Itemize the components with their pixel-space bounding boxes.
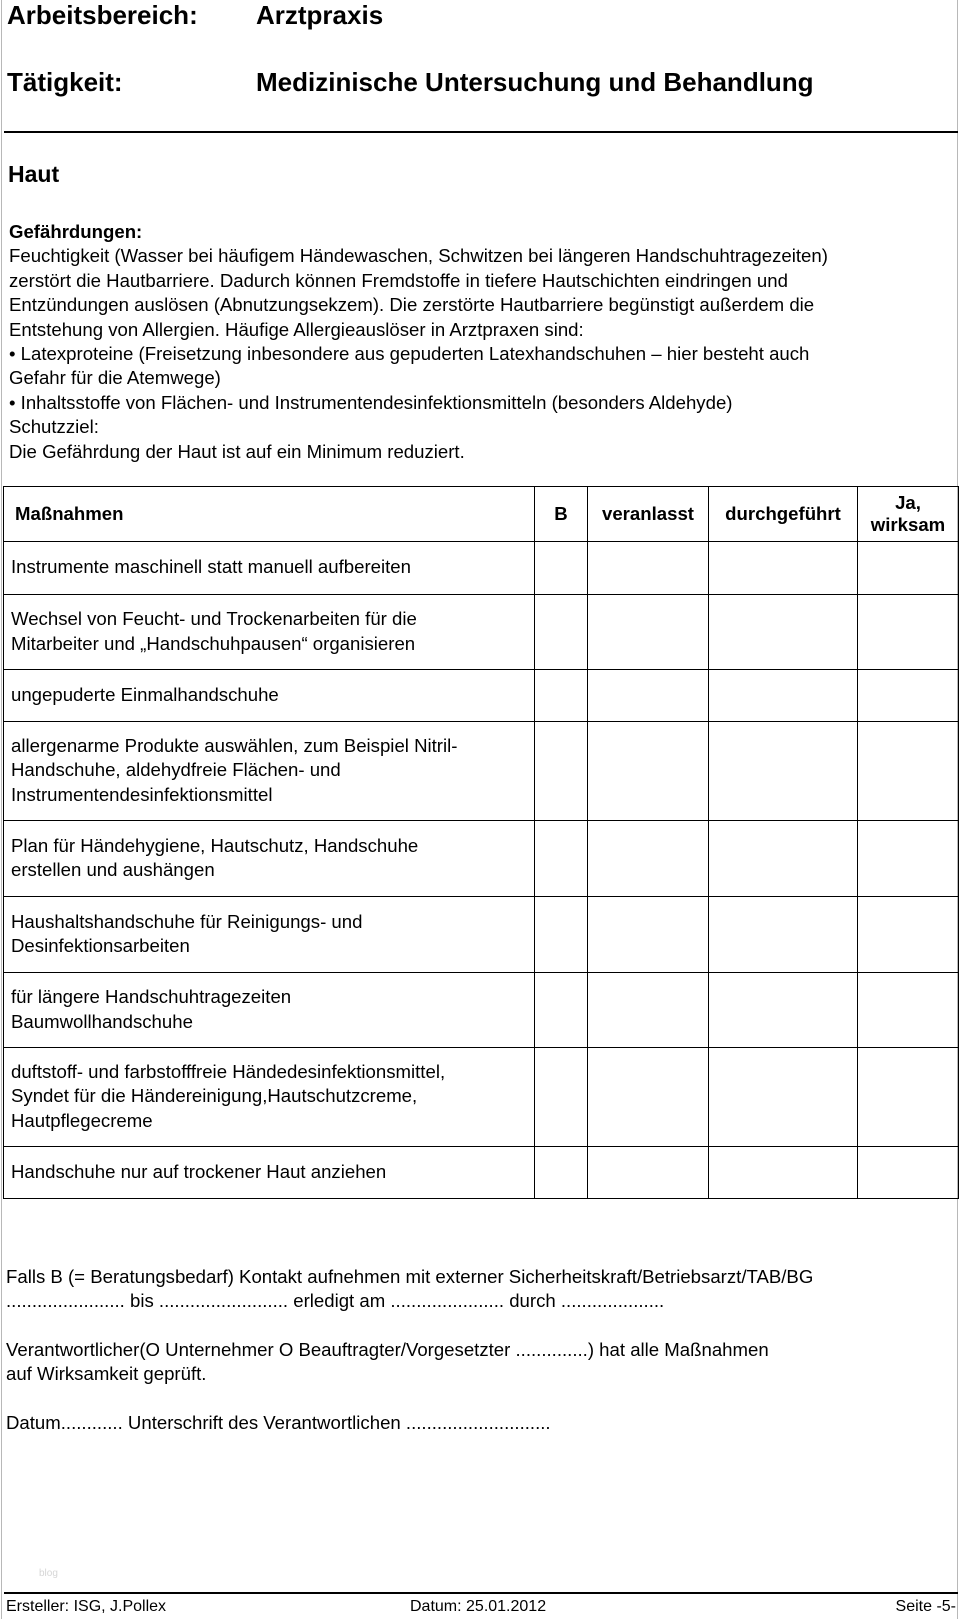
- header-ja-line2: wirksam: [870, 514, 946, 535]
- ja-wirksam-cell[interactable]: [858, 1048, 959, 1147]
- veranlasst-cell[interactable]: [588, 595, 709, 670]
- gefaehrdungen-section: [9, 220, 954, 464]
- veranlasst-cell[interactable]: [588, 897, 709, 973]
- table-row: [4, 1147, 959, 1199]
- gefaehrdungen-line: Entstehung von Allergien. Häufige Allergieauslöser in Arztpraxen sind:: [9, 318, 584, 340]
- taetigkeit-value: Medizinische Untersuchung und Behandlung: [256, 67, 814, 97]
- header-massnahmen: Maßnahmen: [4, 487, 535, 542]
- massnahme-text-line: Handschuhe, aldehydfreie Flächen- und: [11, 759, 341, 781]
- table-row: [4, 595, 959, 670]
- watermark-text: blog: [39, 1568, 58, 1579]
- massnahme-text-line: Baumwollhandschuhe: [11, 1010, 193, 1032]
- verantwortlicher-line1: Verantwortlicher(O Unternehmer O Beauftragter/Vorgesetzter ..............) hat alle Maßnahmen: [6, 1339, 769, 1360]
- ersteller-text: Ersteller: ISG, J.Pollex: [6, 1598, 167, 1615]
- veranlasst-cell[interactable]: [588, 670, 709, 722]
- schutzziel-label: Schutzziel:: [9, 416, 99, 438]
- veranlasst-cell[interactable]: [588, 973, 709, 1048]
- footer-divider: [4, 1592, 958, 1594]
- massnahme-text-line: Instrumentendesinfektionsmittel: [11, 783, 273, 805]
- table-row: [4, 897, 959, 973]
- massnahme-text-line: Desinfektionsarbeiten: [11, 935, 190, 956]
- table-row: [4, 542, 959, 595]
- arbeitsbereich-value: Arztpraxis: [256, 0, 384, 30]
- b-cell[interactable]: [535, 1147, 588, 1199]
- page-frame-left: [1, 0, 2, 1619]
- massnahme-cell: [4, 595, 535, 670]
- durchgefuehrt-cell[interactable]: [709, 595, 858, 670]
- massnahme-cell: [4, 1048, 535, 1147]
- b-cell[interactable]: [535, 595, 588, 670]
- b-cell[interactable]: [535, 973, 588, 1048]
- veranlasst-cell[interactable]: [588, 821, 709, 897]
- massnahmen-table: [3, 486, 959, 1199]
- ja-wirksam-cell[interactable]: [858, 973, 959, 1048]
- b-cell[interactable]: [535, 722, 588, 821]
- document-date: Datum: 25.01.2012: [410, 1598, 547, 1615]
- table-row: [4, 821, 959, 897]
- massnahme-cell: [4, 542, 535, 595]
- falls-line2: ....................... bis ......................... erledigt am ...................... durch ....................: [6, 1290, 665, 1312]
- massnahme-text-line: Handschuhe nur auf trockener Haut anziehen: [11, 1160, 387, 1182]
- header-durchgefuehrt: durchgeführt: [709, 487, 858, 542]
- header-veranlasst: veranlasst: [588, 487, 709, 542]
- taetigkeit-label: Tätigkeit:: [7, 67, 123, 97]
- table-row: [4, 722, 959, 821]
- massnahme-cell: [4, 897, 535, 973]
- durchgefuehrt-cell[interactable]: [709, 897, 858, 973]
- gefaehrdungen-line: • Inhaltsstoffe von Flächen- und Instrumentendesinfektionsmitteln (besonders Aldehyde): [9, 391, 733, 413]
- falls-line1: Falls B (= Beratungsbedarf) Kontakt aufnehmen mit externer Sicherheitskraft/Betriebsarzt/TAB/BG: [6, 1266, 814, 1287]
- massnahme-text-line: Syndet für die Händereinigung,Hautschutzcreme,: [11, 1085, 418, 1107]
- massnahme-text-line: Wechsel von Feucht- und Trockenarbeiten für die: [11, 608, 417, 630]
- page-number: Seite -5-: [895, 1598, 956, 1615]
- b-cell[interactable]: [535, 1048, 588, 1147]
- massnahme-text-line: ungepuderte Einmalhandschuhe: [11, 683, 279, 705]
- massnahme-text-line: Instrumente maschinell statt manuell aufbereiten: [11, 556, 411, 578]
- table-row: [4, 973, 959, 1048]
- header-ja-wirksam: [858, 487, 959, 542]
- table-header-row: [4, 487, 959, 542]
- header-ja-line1: Ja,: [895, 492, 921, 513]
- b-cell[interactable]: [535, 670, 588, 722]
- b-cell[interactable]: [535, 821, 588, 897]
- header-divider: [4, 131, 958, 133]
- veranlasst-cell[interactable]: [588, 542, 709, 595]
- massnahme-text-line: Hautpflegecreme: [11, 1109, 153, 1131]
- ja-wirksam-cell[interactable]: [858, 1147, 959, 1199]
- massnahme-cell: [4, 973, 535, 1048]
- datum-unterschrift-line: Datum............ Unterschrift des Verantwortlichen ............................: [6, 1412, 551, 1433]
- durchgefuehrt-cell[interactable]: [709, 542, 858, 595]
- massnahme-cell: [4, 821, 535, 897]
- massnahme-text-line: Mitarbeiter und „Handschuhpausen“ organisieren: [11, 632, 416, 654]
- durchgefuehrt-cell[interactable]: [709, 821, 858, 897]
- massnahme-text-line: Haushaltshandschuhe für Reinigungs- und: [11, 910, 363, 932]
- gefaehrdungen-title: Gefährdungen:: [9, 221, 143, 242]
- gefaehrdungen-line: Feuchtigkeit (Wasser bei häufigem Händewaschen, Schwitzen bei längeren Handschuhtragezeiten): [9, 245, 828, 267]
- header-b: B: [535, 487, 588, 542]
- ja-wirksam-cell[interactable]: [858, 821, 959, 897]
- gefaehrdungen-line: zerstört die Hautbarriere. Dadurch können Fremdstoffe in tiefere Hautschichten eindringen und: [9, 269, 788, 291]
- gefaehrdungen-line: Entzündungen auslösen (Abnutzungsekzem). Die zerstörte Hautbarriere begünstigt außerdem die: [9, 294, 815, 316]
- durchgefuehrt-cell[interactable]: [709, 1048, 858, 1147]
- massnahme-cell: [4, 670, 535, 722]
- gefaehrdungen-line: • Latexproteine (Freisetzung inbesondere aus gepuderten Latexhandschuhen – hier besteht auch: [9, 343, 810, 365]
- massnahme-cell: [4, 1147, 535, 1199]
- verantwortlicher-block: [6, 1338, 956, 1387]
- massnahme-text-line: Plan für Händehygiene, Hautschutz, Handschuhe: [11, 834, 419, 856]
- b-cell[interactable]: [535, 897, 588, 973]
- durchgefuehrt-cell[interactable]: [709, 973, 858, 1048]
- massnahme-text-line: für längere Handschuhtragezeiten: [11, 986, 292, 1008]
- table-body: [4, 542, 959, 1199]
- ja-wirksam-cell[interactable]: [858, 595, 959, 670]
- verantwortlicher-line2: auf Wirksamkeit geprüft.: [6, 1363, 207, 1385]
- veranlasst-cell[interactable]: [588, 722, 709, 821]
- arbeitsbereich-label: Arbeitsbereich:: [7, 0, 198, 30]
- ja-wirksam-cell[interactable]: [858, 897, 959, 973]
- gefaehrdungen-line: Gefahr für die Atemwege): [9, 367, 221, 389]
- ja-wirksam-cell[interactable]: [858, 542, 959, 595]
- ja-wirksam-cell[interactable]: [858, 722, 959, 821]
- veranlasst-cell[interactable]: [588, 1147, 709, 1199]
- massnahme-text-line: allergenarme Produkte auswählen, zum Beispiel Nitril-: [11, 734, 458, 756]
- massnahme-cell: [4, 722, 535, 821]
- ja-wirksam-cell[interactable]: [858, 670, 959, 722]
- schutzziel-text: Die Gefährdung der Haut ist auf ein Minimum reduziert.: [9, 440, 465, 462]
- durchgefuehrt-cell[interactable]: [709, 722, 858, 821]
- durchgefuehrt-cell[interactable]: [709, 1147, 858, 1199]
- veranlasst-cell[interactable]: [588, 1048, 709, 1147]
- massnahme-text-line: duftstoff- und farbstofffreie Händedesinfektionsmittel,: [11, 1060, 446, 1082]
- durchgefuehrt-cell[interactable]: [709, 670, 858, 722]
- massnahme-text-line: erstellen und aushängen: [11, 859, 215, 880]
- section-title: Haut: [8, 161, 60, 187]
- table-row: [4, 670, 959, 722]
- b-cell[interactable]: [535, 542, 588, 595]
- table-row: [4, 1048, 959, 1147]
- falls-block: [6, 1265, 956, 1314]
